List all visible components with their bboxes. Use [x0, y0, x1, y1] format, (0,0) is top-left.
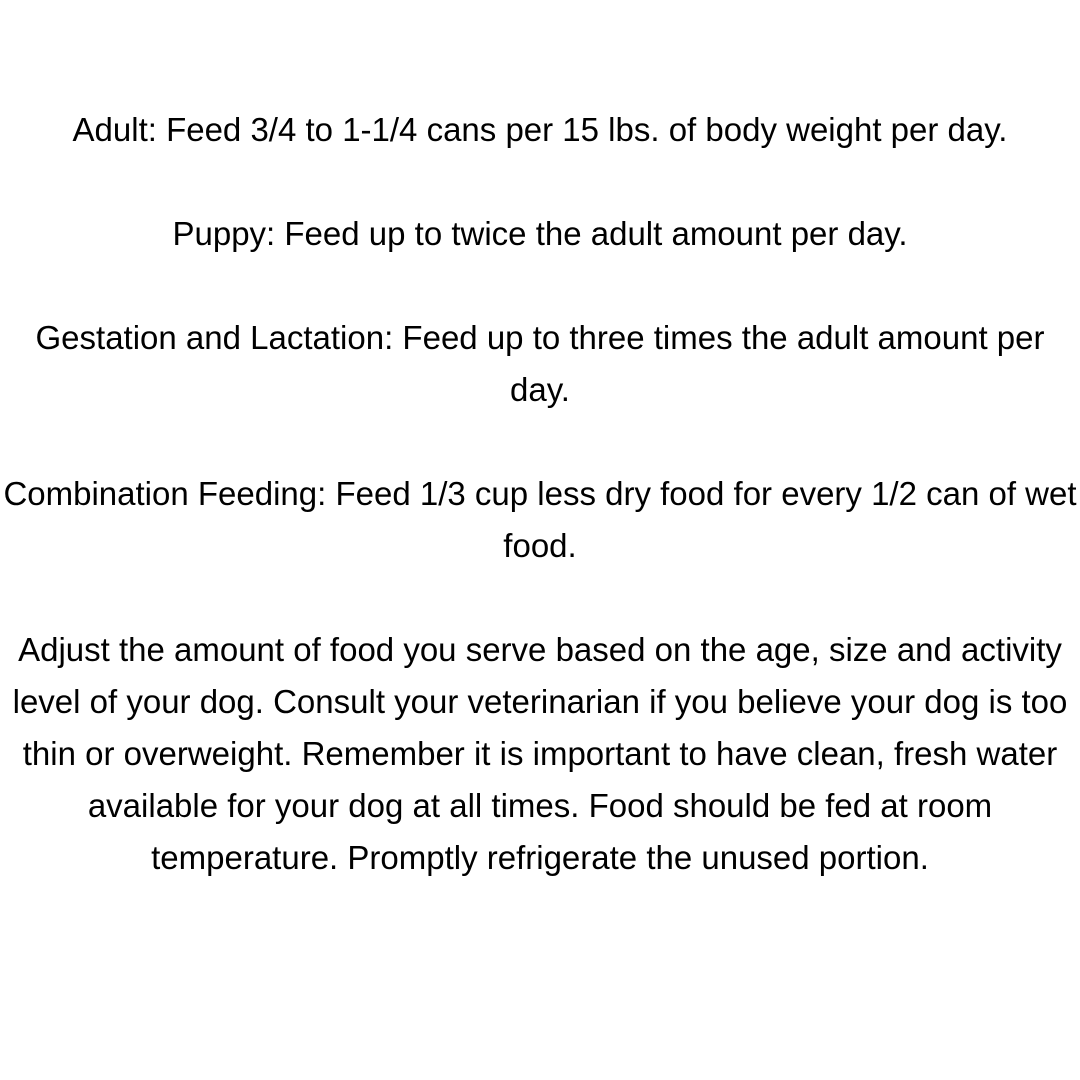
puppy-instructions: Puppy: Feed up to twice the adult amount per day.	[172, 215, 908, 252]
gestation-lactation-instructions: Gestation and Lactation: Feed up to three times the adult amount per day.	[35, 319, 1045, 408]
general-advice: Adjust the amount of food you serve based on the age, size and activity level of your dog. Consult your veterinarian if you believe your dog is too thin or overweight. Remember it is important to have clean, fresh water available for your dog at all times. Food should be fed at room temperature. Promptly refrigerate the unused portion.	[12, 631, 1068, 876]
adult-instructions: Adult: Feed 3/4 to 1-1/4 cans per 15 lbs. of body weight per day.	[72, 111, 1008, 148]
combination-feeding-instructions: Combination Feeding: Feed 1/3 cup less dry food for every 1/2 can of wet food.	[3, 475, 1077, 564]
feeding-guide	[0, 104, 1080, 884]
